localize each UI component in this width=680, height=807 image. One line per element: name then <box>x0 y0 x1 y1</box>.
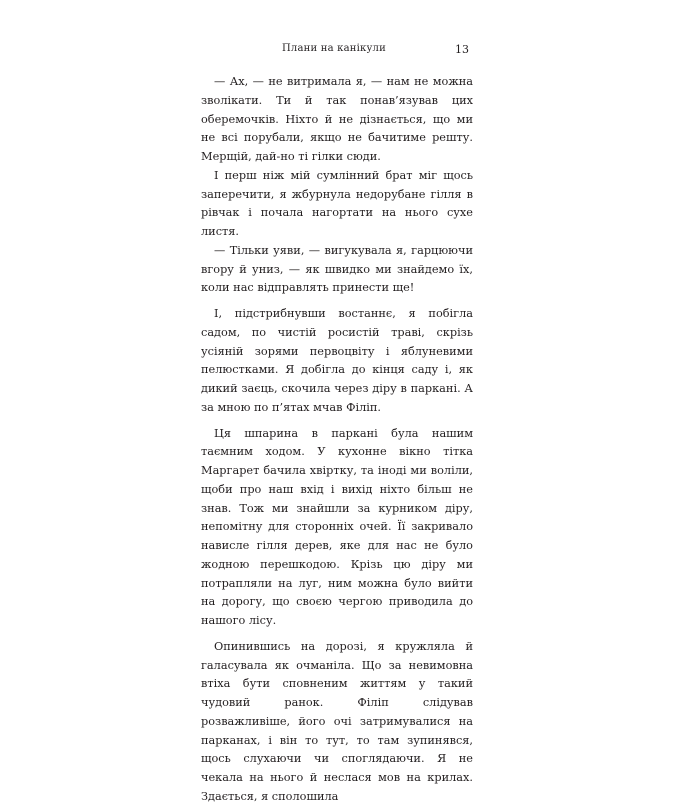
page-number: 13 <box>455 43 469 56</box>
paragraph: — Тільки уяви, — вигукувала я, гарцюючи вгору й униз, — як швидко ми знайдемо їх, коли нас відправлять принести ще! <box>201 243 473 295</box>
paragraph: І перш ніж мій сумлінний брат міг щось заперечити, я жбурнула недорубане гілля в рівчак і почала нагортати на нього сухе листя. <box>201 168 473 238</box>
body-text <box>201 73 473 807</box>
paragraph: Ця шпарина в паркані була нашим таємним ходом. У кухонне вікно тітка Маргарет бачила хвіртку, та іноді ми воліли, щоби про наш вхід і вихід ніхто більш не знав. Тож ми знайшли за курником діру, непомітну для сторонніх очей. Її закривало нависле гілля дерев, яке для нас не було жодною перешкодою. Крізь цю діру ми потрапляли на луг, ним можна було вийти на дорогу, що своєю чергою приводила до нашого лісу. <box>201 426 473 627</box>
paragraph: — Ах, — не витримала я, — нам не можна зволікати. Ти й так понав’язував цих оберемочків. Ніхто й не дізнається, що ми не всі порубали, якщо не бачитиме решту. Мерщій, дай-но ті гілки сюди. <box>201 75 473 163</box>
paragraph: Опинившись на дорозі, я кружляла й галасувала як очманіла. Що за невимовна втіха бути сповненим життям у такий чудовий ранок. Філіп слідував розважливіше, його очі затримувалися на парканах, і він то тут, то там зупинявся, щось слухаючи чи споглядаючи. Я не чекала на нього й неслася мов на крилах. Здається, я сполошила <box>201 639 473 803</box>
running-title: Плани на канікули <box>282 43 386 54</box>
paragraph: І, підстрибнувши востаннє, я побігла садом, по чистій росистій траві, скрізь усіяній зорями первоцвіту і яблуневими пелюстками. Я добігла до кінця саду і, як дикий заєць, скочила через діру в паркані. А за мною по п’ятах мчав Філіп. <box>201 307 473 414</box>
